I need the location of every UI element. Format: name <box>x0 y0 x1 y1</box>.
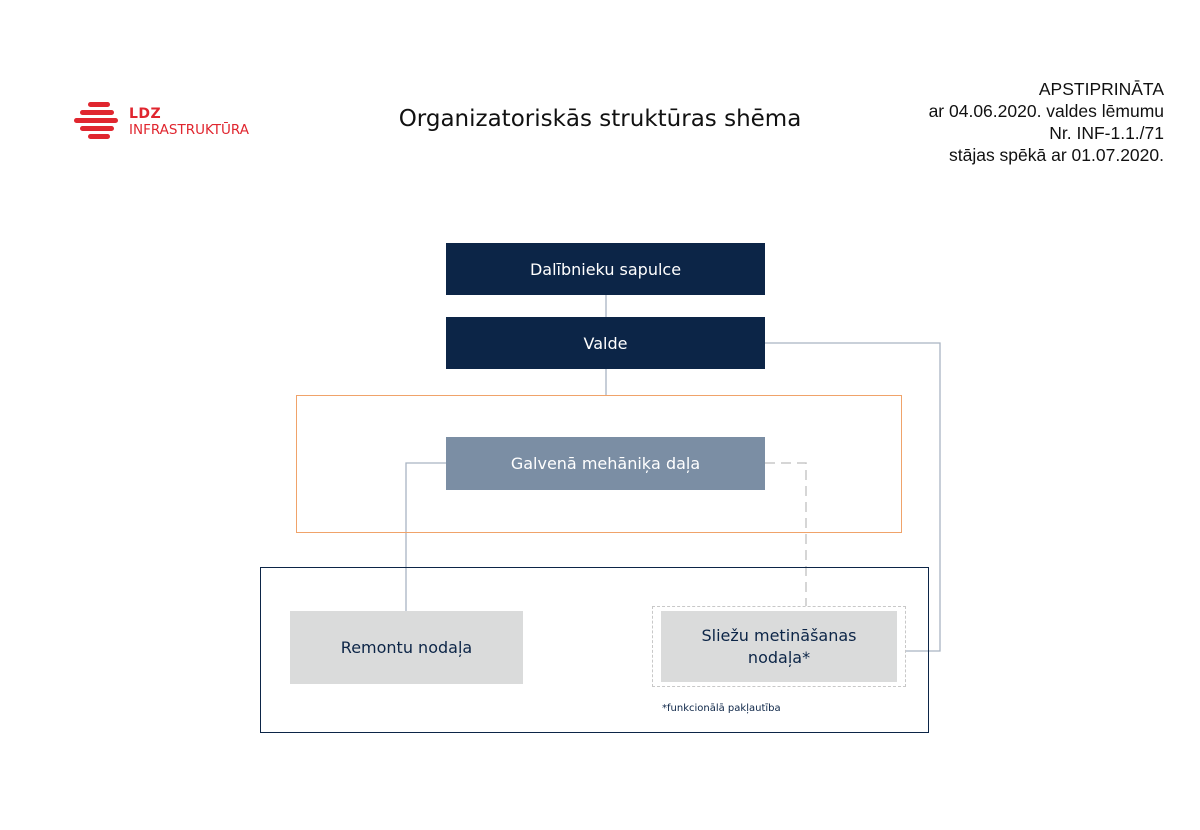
logo-text-infrastruktura: INFRASTRUKTŪRA <box>129 122 249 138</box>
approval-line-1: APSTIPRINĀTA <box>1038 79 1164 99</box>
box-rail-welding-department: Sliežu metināšanas nodaļa* <box>661 611 897 682</box>
approval-line-3: Nr. INF-1.1./71 <box>1049 123 1164 143</box>
box-board: Valde <box>446 317 765 369</box>
approval-line-2: ar 04.06.2020. valdes lēmumu <box>928 101 1164 121</box>
footnote-functional-subordination: *funkcionālā pakļautība <box>662 703 781 714</box>
box-chief-mechanic-division: Galvenā mehāniķa daļa <box>446 437 765 490</box>
box-repairs-department: Remontu nodaļa <box>290 611 523 684</box>
page-title: Organizatoriskās struktūras shēma <box>398 106 802 132</box>
logo-text-ldz: LDZ <box>129 106 162 122</box>
box-shareholders-meeting: Dalībnieku sapulce <box>446 243 765 295</box>
approval-line-4: stājas spēkā ar 01.07.2020. <box>948 145 1164 165</box>
